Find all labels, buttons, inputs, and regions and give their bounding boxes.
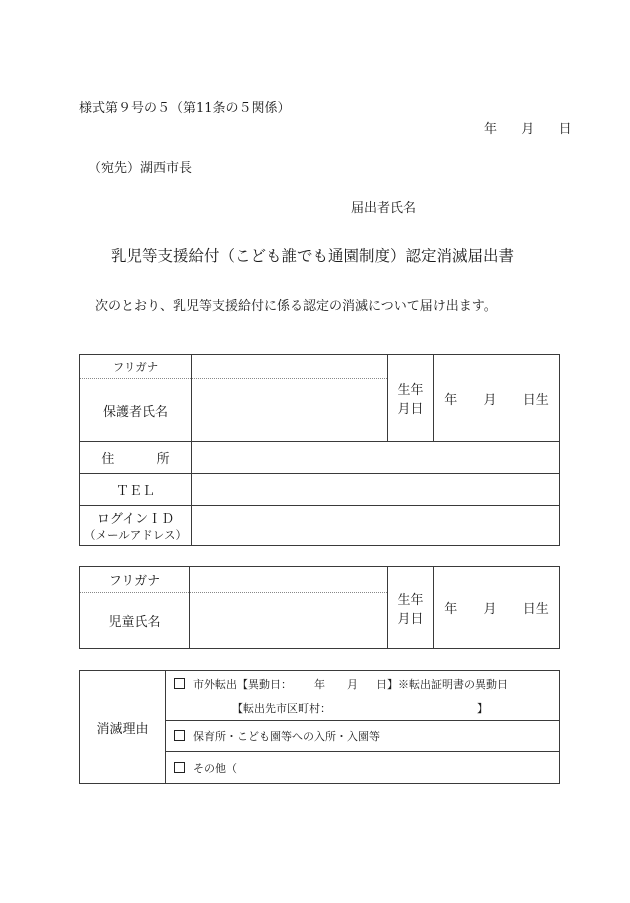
- form-number: 様式第９号の５（第11条の５関係）: [79, 101, 291, 116]
- reason-option-move-out[interactable]: [166, 671, 560, 721]
- child-name-label: 児童氏名: [80, 593, 190, 649]
- child-birth-year-label: 年: [444, 602, 458, 617]
- guardian-furigana-label: フリガナ: [80, 355, 192, 379]
- reason-table: [79, 670, 560, 784]
- birth-label-line2: 月日: [397, 402, 424, 417]
- move-destination-text: 【転出先市区町村：: [232, 701, 331, 715]
- intro-text: 次のとおり、乳児等支援給付に係る認定の消滅について届け出ます。: [95, 299, 497, 314]
- guardian-birth-field[interactable]: [434, 355, 560, 442]
- date-year-label: 年: [484, 122, 498, 137]
- child-furigana-label: フリガナ: [80, 567, 190, 593]
- reason-option-enrollment[interactable]: [166, 721, 560, 752]
- login-id-label: [80, 506, 192, 546]
- birth-day-label: 日生: [522, 392, 549, 408]
- child-birth-label-line1: 生年: [397, 592, 424, 608]
- child-table: [79, 566, 560, 649]
- move-out-checkbox[interactable]: [174, 678, 185, 689]
- guardian-furigana-field[interactable]: [192, 355, 388, 379]
- guardian-table: [79, 354, 560, 546]
- submitter-name-label: 届出者氏名: [351, 201, 417, 216]
- login-id-line1: ログインＩＤ: [96, 512, 175, 527]
- child-birth-label-line2: 月日: [397, 611, 424, 627]
- move-out-day-label: 日】※転出証明書の異動日: [376, 677, 508, 691]
- guardian-name-field[interactable]: [192, 379, 388, 442]
- date-line: [484, 118, 572, 137]
- login-id-field[interactable]: [192, 506, 560, 546]
- move-out-text: 市外転出【異動日：: [193, 677, 292, 691]
- addressee: （宛先）湖西市長: [88, 161, 193, 176]
- date-day-label: 日: [558, 122, 572, 137]
- address-label: [80, 442, 192, 474]
- move-out-month-label: 月: [347, 677, 358, 691]
- child-name-field[interactable]: [190, 593, 388, 649]
- reason-option-other[interactable]: [166, 752, 560, 784]
- child-furigana-field[interactable]: [190, 567, 388, 593]
- enrollment-checkbox[interactable]: [174, 730, 185, 741]
- birth-month-label: 月: [483, 392, 497, 408]
- date-month-label: 月: [521, 122, 535, 137]
- birth-year-label: 年: [444, 392, 458, 408]
- guardian-birth-label: [388, 355, 434, 442]
- tel-field[interactable]: [192, 474, 560, 506]
- child-birth-month-label: 月: [483, 602, 497, 617]
- login-id-line2: （メールアドレス）: [84, 528, 187, 542]
- move-out-year-label: 年: [314, 677, 325, 691]
- reason-label: 消滅理由: [80, 671, 166, 784]
- move-destination-close: 】: [477, 701, 488, 715]
- other-checkbox[interactable]: [174, 762, 185, 773]
- address-label-1: 住: [101, 452, 115, 467]
- address-field[interactable]: [192, 442, 560, 474]
- birth-label-line1: 生年: [397, 383, 424, 398]
- other-text: その他（: [193, 761, 237, 775]
- guardian-name-label: 保護者氏名: [80, 379, 192, 442]
- address-label-2: 所: [156, 452, 170, 467]
- child-birth-day-label: 日生: [522, 602, 549, 617]
- child-birth-label: [388, 567, 434, 649]
- tel-label: ＴＥＬ: [80, 474, 192, 506]
- child-birth-field[interactable]: [434, 567, 560, 649]
- document-title: 乳児等支援給付（こども誰でも通園制度）認定消滅届出書: [111, 247, 515, 265]
- enrollment-text: 保育所・こども園等への入所・入園等: [193, 730, 380, 743]
